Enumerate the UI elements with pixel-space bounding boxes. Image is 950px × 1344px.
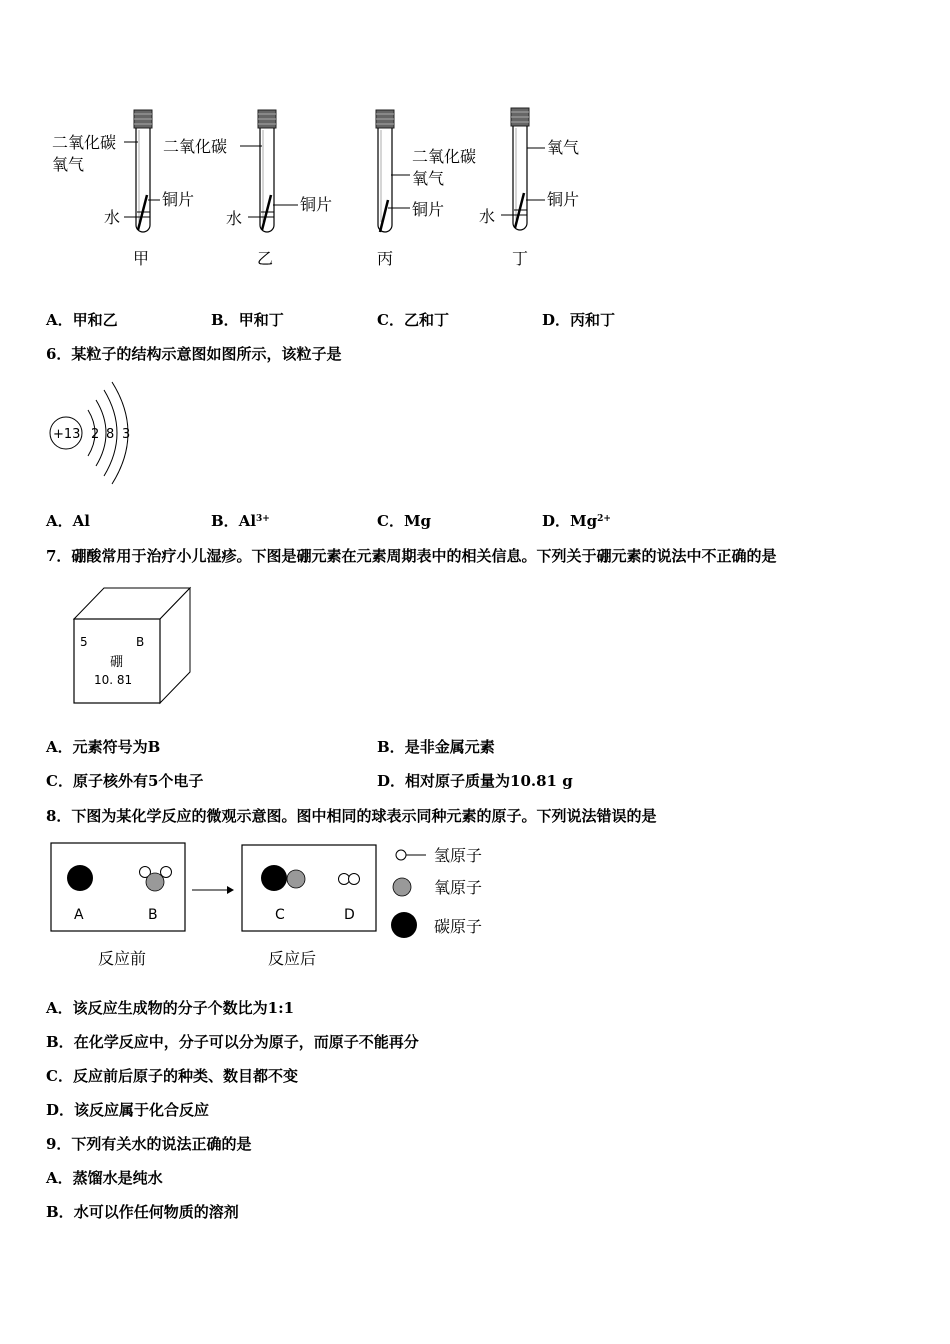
tube-jia-name: 甲 (133, 249, 150, 268)
tube-yi-water: 水 (226, 209, 243, 228)
label-a: A (74, 907, 84, 923)
q9-option-b[interactable]: B．水可以作任何物质的溶剂 (46, 1203, 239, 1221)
reaction-diagram (48, 838, 508, 972)
q5-option-c[interactable]: C．乙和丁 (377, 311, 449, 329)
tube-ding-gas2: 氧气 (547, 138, 580, 157)
tube-bing-gas2: 氧气 (412, 169, 445, 188)
label-b: B (148, 907, 158, 923)
tube-bing-metal: 铜片 (412, 200, 445, 219)
nucleus-charge: +13 (53, 427, 81, 442)
q6-option-a[interactable]: A．Al (46, 512, 90, 530)
tube-bing-name: 丙 (377, 249, 394, 268)
q8-option-c[interactable]: C．反应前后原子的种类、数目都不变 (46, 1067, 298, 1085)
tube-jia-metal: 铜片 (162, 190, 195, 209)
test-tube-figure (40, 100, 640, 280)
shell-3-electrons: 3 (122, 427, 131, 442)
q5-option-a[interactable]: A．甲和乙 (46, 311, 118, 329)
q7-stem: 7．硼酸常用于治疗小儿湿疹。下图是硼元素在元素周期表中的相关信息。下列关于硼元素的说法中不正确的是 (46, 547, 777, 565)
element-name: 硼 (110, 655, 124, 670)
tube-ding-name: 丁 (512, 249, 529, 268)
q6-option-d[interactable]: D．$Mg^{2+}$ (542, 512, 611, 530)
legend-oxygen: 氧原子 (434, 878, 483, 897)
tube-jia-gas1: 二氧化碳 (52, 133, 117, 152)
tube-jia-water: 水 (104, 208, 121, 227)
caption-after: 反应后 (268, 949, 317, 968)
label-d: D (344, 907, 355, 923)
atomic-mass: 10. 81 (94, 673, 133, 687)
q7-option-a[interactable]: A．元素符号为B (46, 738, 161, 756)
tube-yi-metal: 铜片 (300, 195, 333, 214)
q7-option-d[interactable]: D．相对原子质量为10.81 g (377, 772, 573, 790)
tube-ding-metal: 铜片 (547, 190, 580, 209)
q8-option-d[interactable]: D．该反应属于化合反应 (46, 1101, 210, 1119)
tube-bing (376, 110, 476, 268)
q8-option-a[interactable]: A．该反应生成物的分子个数比为1:1 (46, 999, 295, 1017)
legend-hydrogen: 氢原子 (434, 846, 483, 865)
label-c: C (275, 907, 285, 923)
q7-option-b[interactable]: B．是非金属元素 (377, 738, 495, 756)
after-box (242, 845, 376, 931)
carbon-atom (67, 865, 93, 891)
q5-option-b[interactable]: B．甲和丁 (211, 311, 284, 329)
tube-ding (479, 108, 579, 268)
element-card-boron (70, 584, 195, 709)
q9-stem: 9．下列有关水的说法正确的是 (46, 1135, 252, 1153)
q5-option-d[interactable]: D．丙和丁 (542, 311, 616, 329)
tube-ding-water: 水 (479, 207, 496, 226)
tube-bing-gas1: 二氧化碳 (412, 147, 477, 166)
q8-option-b[interactable]: B．在化学反应中，分子可以分为原子，而原子不能再分 (46, 1033, 419, 1051)
atomic-number: 5 (80, 635, 88, 649)
caption-before: 反应前 (98, 949, 147, 968)
legend (391, 846, 482, 938)
q6-option-b[interactable]: B．$Al^{3+}$ (211, 512, 270, 530)
q7-option-c[interactable]: C．原子核外有5个电子 (46, 772, 204, 790)
element-symbol: B (136, 635, 145, 649)
q6-option-c[interactable]: C．Mg (377, 512, 432, 530)
tube-jia-gas2: 氧气 (52, 155, 85, 174)
q9-option-a[interactable]: A．蒸馏水是纯水 (46, 1169, 163, 1187)
tube-yi-gas1: 二氧化碳 (163, 137, 228, 156)
q6-stem: 6．某粒子的结构示意图如图所示，该粒子是 (46, 345, 342, 363)
legend-carbon: 碳原子 (434, 917, 483, 936)
tube-yi (163, 110, 332, 268)
tube-yi-name: 乙 (257, 249, 274, 268)
shell-1-electrons: 2 (91, 427, 100, 442)
shell-2-electrons: 8 (106, 427, 115, 442)
atom-structure-diagram (44, 378, 144, 488)
q8-stem: 8．下图为某化学反应的微观示意图。图中相同的球表示同种元素的原子。下列说法错误的是 (46, 807, 657, 825)
tube-jia (52, 110, 194, 268)
